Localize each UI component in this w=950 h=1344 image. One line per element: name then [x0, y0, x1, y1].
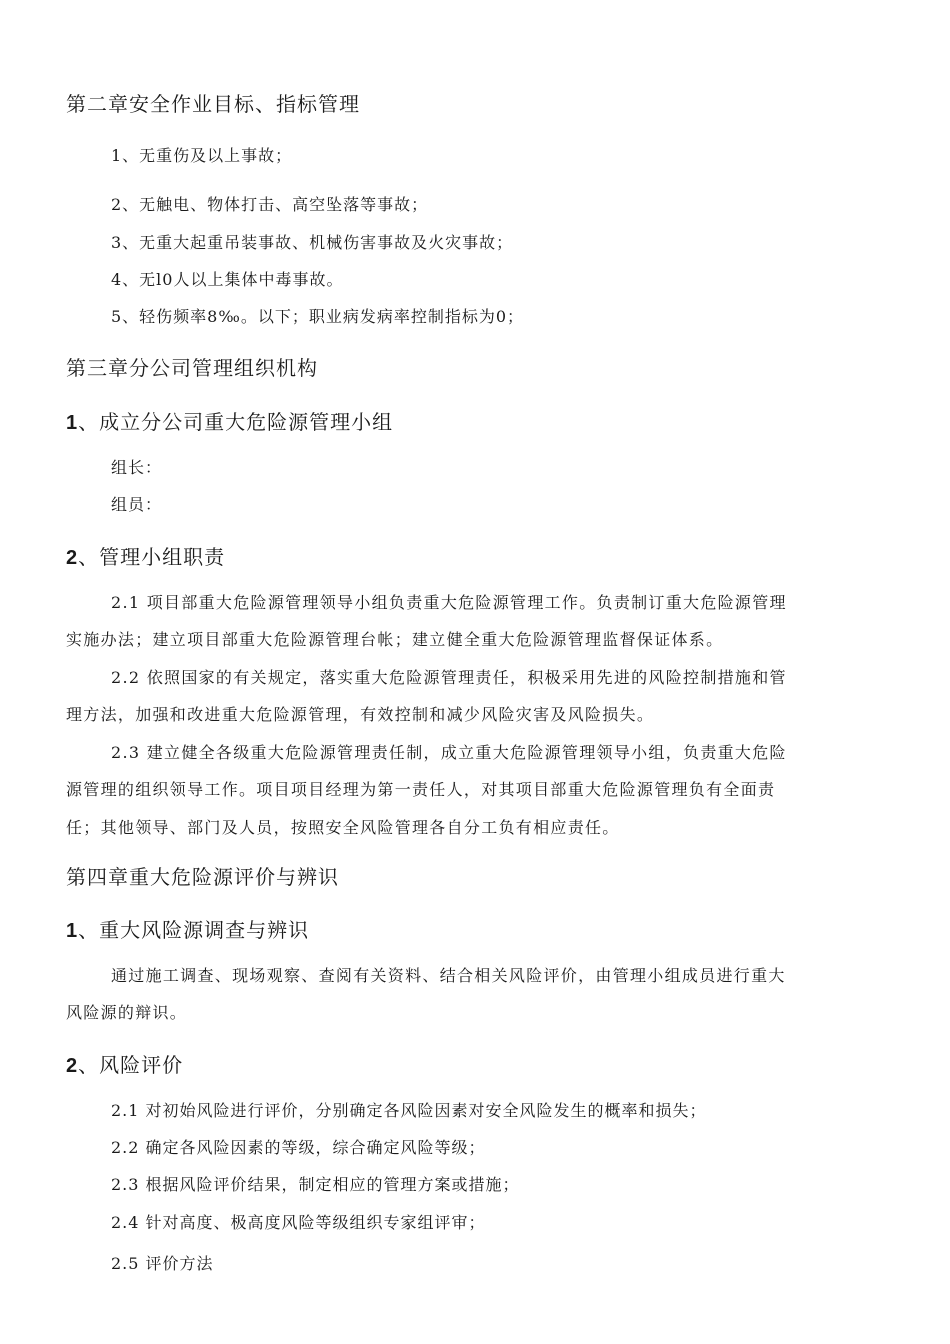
chapter-4-section-2-heading	[66, 1049, 183, 1078]
evaluation-item-2-2: 2.2 确定各风险因素的等级，综合确定风险等级；	[111, 1138, 486, 1157]
chapter-3-section-1-heading	[66, 406, 393, 435]
chapter-2-item-1: 1、无重伤及以上事故；	[111, 146, 293, 165]
section-number: 1	[66, 920, 79, 942]
section-title: 、重大风险源调查与辨识	[78, 918, 310, 942]
chapter-4-section-1-heading	[66, 914, 309, 943]
paragraph-2-3-line-3: 任；其他领导、部门及人员，按照安全风险管理各自分工负有相应责任。	[66, 818, 620, 837]
group-leader-label: 组长：	[111, 458, 163, 477]
evaluation-item-2-3: 2.3 根据风险评价结果，制定相应的管理方案或措施；	[111, 1175, 520, 1194]
paragraph-4-1-line-1: 通过施工调查、现场观察、查阅有关资料、结合相关风险评价，由管理小组成员进行重大	[111, 966, 786, 985]
section-number: 2	[66, 547, 79, 569]
section-number: 1	[66, 412, 79, 434]
section-title: 、管理小组职责	[78, 545, 226, 569]
paragraph-2-2-line-2: 理方法，加强和改进重大危险源管理，有效控制和减少风险灾害及风险损失。	[66, 705, 655, 724]
paragraph-2-1-line-2: 实施办法；建立项目部重大危险源管理台帐；建立健全重大危险源管理监督保证体系。	[66, 630, 724, 649]
paragraph-2-2-line-1: 2.2 依照国家的有关规定，落实重大危险源管理责任，积极采用先进的风险控制措施和管	[111, 668, 787, 687]
chapter-2-item-3: 3、无重大起重吊装事故、机械伤害事故及火灾事故；	[111, 233, 514, 252]
evaluation-item-2-5: 2.5 评价方法	[111, 1254, 214, 1273]
chapter-4-title: 第四章重大危险源评价与辨识	[66, 865, 339, 889]
paragraph-2-3-line-2: 源管理的组织领导工作。项目项目经理为第一责任人，对其项目部重大危险源管理负有全面责	[66, 780, 776, 799]
chapter-3-title: 第三章分公司管理组织机构	[66, 356, 318, 380]
chapter-2-item-4: 4、无l0人以上集体中毒事故。	[111, 270, 344, 289]
section-title: 、风险评价	[78, 1053, 184, 1077]
paragraph-2-3-line-1: 2.3 建立健全各级重大危险源管理责任制，成立重大危险源管理领导小组，负责重大危险	[111, 743, 787, 762]
evaluation-item-2-4: 2.4 针对高度、极高度风险等级组织专家组评审；	[111, 1213, 486, 1232]
chapter-3-section-2-heading	[66, 541, 225, 570]
section-number: 2	[66, 1055, 79, 1077]
chapter-2-item-5: 5、轻伤频率8‰。以下；职业病发病率控制指标为0；	[111, 307, 525, 326]
chapter-2-title: 第二章安全作业目标、指标管理	[66, 92, 360, 116]
group-member-label: 组员：	[111, 495, 163, 514]
paragraph-2-1-line-1: 2.1 项目部重大危险源管理领导小组负责重大危险源管理工作。负责制订重大危险源管理	[111, 593, 787, 612]
chapter-2-item-2: 2、无触电、物体打击、高空坠落等事故；	[111, 195, 429, 214]
section-title: 、成立分公司重大危险源管理小组	[78, 410, 394, 434]
evaluation-item-2-1: 2.1 对初始风险进行评价，分别确定各风险因素对安全风险发生的概率和损失；	[111, 1101, 707, 1120]
paragraph-4-1-line-2: 风险源的辩识。	[66, 1003, 188, 1022]
